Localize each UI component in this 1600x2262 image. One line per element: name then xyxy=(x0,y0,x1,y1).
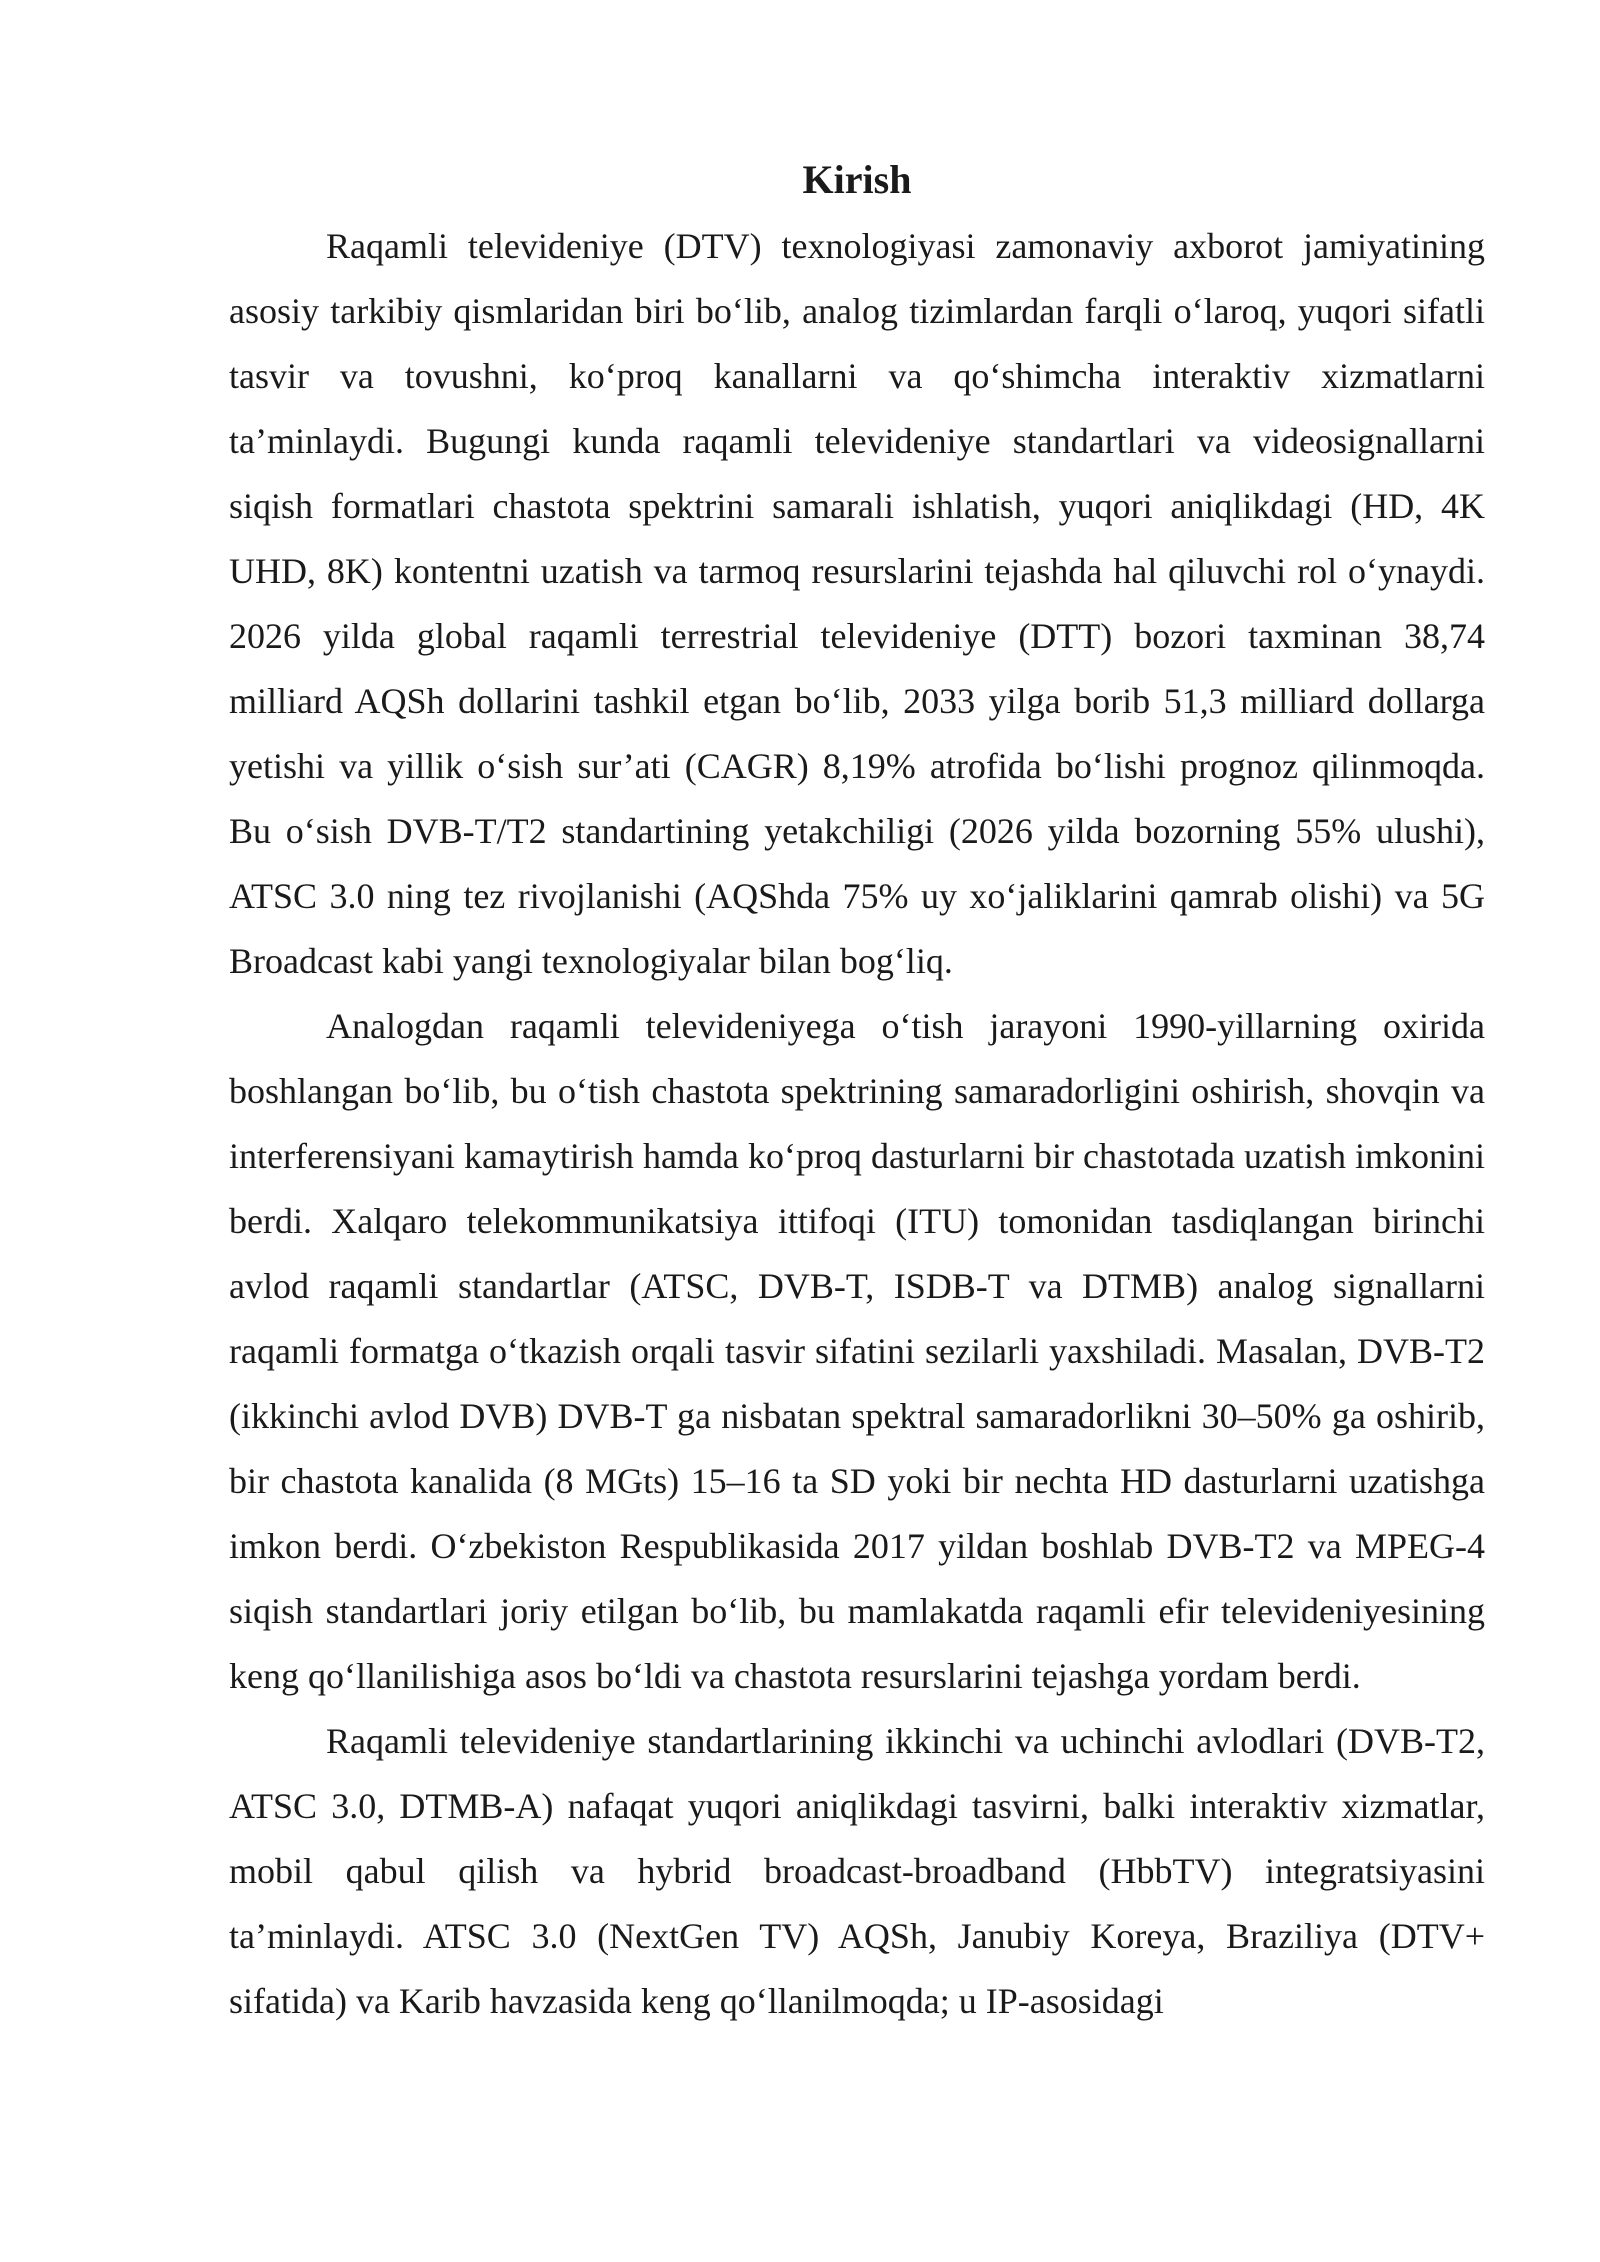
paragraph-3: Raqamli televideniye standartlarining ikkinchi va uchinchi avlodlari (DVB-T2, ATSC 3.0, DTMB-A) nafaqat yuqori aniqlikdagi tasvirni, balki interaktiv xizmatlar, mobil qabul qilish va hybrid broadcast-broadband (HbbTV) integratsiyasini ta’minlaydi. ATSC 3.0 (NextGen TV) AQSh, Janubiy Koreya, Braziliya (DTV+ sifatida) va Karib havzasida keng qo‘llanilmoqda; u IP-asosidagi xyxy=(229,1721,1485,2021)
page-title: Kirish xyxy=(802,157,912,202)
paragraph-2: Analogdan raqamli televideniyega o‘tish jarayoni 1990-yillarning oxirida boshlangan bo‘lib, bu o‘tish chastota spektrining samaradorligini oshirish, shovqin va interferensiyani kamaytirish hamda ko‘proq dasturlarni bir chastotada uzatish imkonini berdi. Xalqaro telekommunikatsiya ittifoqi (ITU) tomonidan tasdiqlangan birinchi avlod raqamli standartlar (ATSC, DVB-T, ISDB-T va DTMB) analog signallarni raqamli formatga o‘tkazish orqali tasvir sifatini sezilarli yaxshiladi. Masalan, DVB-T2 (ikkinchi avlod DVB) DVB-T ga nisbatan spektral samaradorlikni 30–50% ga oshirib, bir chastota kanalida (8 MGts) 15–16 ta SD yoki bir nechta HD dasturlarni uzatishga imkon berdi. O‘zbekiston Respublikasida 2017 yildan boshlab DVB-T2 va MPEG-4 siqish standartlari joriy etilgan bo‘lib, bu mamlakatda raqamli efir televideniyesining keng qo‘llanilishiga asos bo‘ldi va chastota resurslarini tejashga yordam berdi. xyxy=(229,1006,1485,1696)
document-body xyxy=(229,150,1485,2034)
paragraph-1: Raqamli televideniye (DTV) texnologiyasi zamonaviy axborot jamiyatining asosiy tarkibiy qismlaridan biri bo‘lib, analog tizimlardan farqli o‘laroq, yuqori sifatli tasvir va tovushni, ko‘proq kanallarni va qo‘shimcha interaktiv xizmatlarni ta’minlaydi. Bugungi kunda raqamli televideniye standartlari va videosignallarni siqish formatlari chastota spektrini samarali ishlatish, yuqori aniqlikdagi (HD, 4K UHD, 8K) kontentni uzatish va tarmoq resurslarini tejashda hal qiluvchi rol o‘ynaydi. 2026 yilda global raqamli terrestrial televideniye (DTT) bozori taxminan 38,74 milliard AQSh dollarini tashkil etgan bo‘lib, 2033 yilga borib 51,3 milliard dollarga yetishi va yillik o‘sish sur’ati (CAGR) 8,19% atrofida bo‘lishi prognoz qilinmoqda. Bu o‘sish DVB-T/T2 standartining yetakchiligi (2026 yilda bozorning 55% ulushi), ATSC 3.0 ning tez rivojlanishi (AQShda 75% uy xo‘jaliklarini qamrab olishi) va 5G Broadcast kabi yangi texnologiyalar bilan bog‘liq. xyxy=(229,226,1485,981)
